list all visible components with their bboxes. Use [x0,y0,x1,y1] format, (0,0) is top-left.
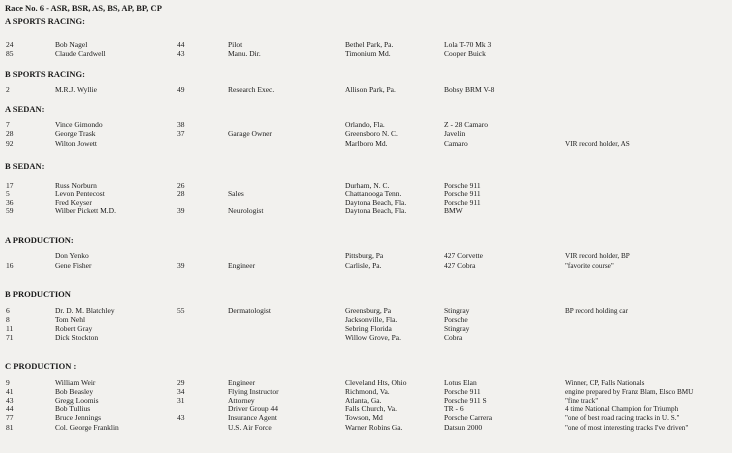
car-number: 24 [6,40,14,49]
remarks: "one of most interesting tracks I've driven" [565,424,689,432]
occupation: Flying Instructor [228,387,279,396]
car-model: Porsche 911 S [444,396,487,405]
driver-name: Wilton Jowett [55,139,97,148]
driver-name: Gene Fisher [55,261,92,270]
car-model: Z - 28 Camaro [444,120,488,129]
driver-age: 43 [177,49,185,58]
occupation: U.S. Air Force [228,423,272,432]
car-number: 2 [6,85,10,94]
car-model: Stingray [444,306,470,315]
hometown: Warner Robins Ga. [345,423,403,432]
hometown: Allison Park, Pa. [345,85,396,94]
car-model: Lotus Elan [444,378,477,387]
occupation: Manu. Dir. [228,49,261,58]
class-heading: A PRODUCTION: [5,235,74,245]
driver-name: Dick Stockton [55,333,99,342]
class-heading: B PRODUCTION [5,289,71,299]
driver-name: Don Yenko [55,251,89,260]
remarks: BP record holding car [565,307,629,315]
hometown: Atlanta, Ga. [345,396,382,405]
remarks: 4 time National Champion for Triumph [565,405,679,413]
driver-age: 43 [177,413,185,422]
remarks: Winner, CP, Falls Nationals [565,379,645,387]
remarks: "favorite course" [565,262,614,270]
car-number: 6 [6,306,10,315]
driver-age: 37 [177,129,185,138]
hometown: Willow Grove, Pa. [345,333,401,342]
driver-name: Robert Gray [55,324,93,333]
occupation: Research Exec. [228,85,275,94]
car-number: 36 [6,198,14,207]
hometown: Greensboro N. C. [345,129,398,138]
car-number: 81 [6,423,14,432]
driver-name: Col. George Franklin [55,423,119,432]
occupation: Engineer [228,261,256,270]
car-model: Javelin [444,129,466,138]
car-number: 41 [6,387,14,396]
driver-age: 26 [177,181,185,190]
occupation: Dermatologist [228,306,271,315]
car-number: 11 [6,324,14,333]
car-model: BMW [444,206,463,215]
class-heading: C PRODUCTION : [5,361,77,371]
car-number: 7 [6,120,10,129]
driver-name: Bob Tullius [55,404,91,413]
car-model: Lola T-70 Mk 3 [444,40,492,49]
driver-age: 49 [177,85,185,94]
car-number: 85 [6,49,14,58]
occupation: Garage Owner [228,129,272,138]
occupation: Driver Group 44 [228,404,278,413]
car-model: Porsche 911 [444,198,481,207]
class-heading: A SEDAN: [5,104,45,114]
hometown: Marlboro Md. [345,139,388,148]
hometown: Cleveland Hts, Ohio [345,378,407,387]
remarks: engine prepared by Franz Blam, Elsco BMU [565,388,694,396]
occupation: Neurologist [228,206,264,215]
car-model: Porsche 911 [444,189,481,198]
car-model: Datsun 2000 [444,423,483,432]
car-number: 77 [6,413,14,422]
occupation: Pilot [228,40,243,49]
car-number: 9 [6,378,10,387]
hometown: Towson, Md [345,413,383,422]
car-model: 427 Corvette [444,251,483,260]
driver-age: 38 [177,120,185,129]
driver-name: Russ Norburn [55,181,97,190]
car-number: 59 [6,206,14,215]
car-number: 44 [6,404,14,413]
car-model: 427 Cobra [444,261,476,270]
hometown: Pittsburg, Pa [345,251,384,260]
car-model: Porsche [444,315,468,324]
driver-name: Levon Pentecost [55,189,105,198]
driver-age: 29 [177,378,185,387]
car-number: 16 [6,261,14,270]
occupation: Attorney [228,396,255,405]
occupation: Engineer [228,378,256,387]
driver-name: Bob Nagel [55,40,88,49]
driver-age: 55 [177,306,185,315]
occupation: Insurance Agent [228,413,277,422]
car-number: 17 [6,181,14,190]
hometown: Jacksonville, Fla. [345,315,398,324]
hometown: Sebring Florida [345,324,392,333]
car-number: 43 [6,396,14,405]
driver-name: Claude Cardwell [55,49,106,58]
car-model: Camaro [444,139,468,148]
driver-name: Fred Keyser [55,198,92,207]
driver-name: William Weir [55,378,96,387]
driver-age: 39 [177,261,185,270]
race-title: Race No. 6 - ASR, BSR, AS, BS, AP, BP, CP [5,3,162,13]
hometown: Falls Church, Va. [345,404,397,413]
car-number: 71 [6,333,14,342]
occupation: Sales [228,189,244,198]
car-number: 28 [6,129,14,138]
class-heading: B SEDAN: [5,161,45,171]
hometown: Carlisle, Pa. [345,261,382,270]
driver-name: M.R.J. Wyllie [55,85,97,94]
class-heading: B SPORTS RACING: [5,69,85,79]
car-model: Cobra [444,333,463,342]
driver-age: 44 [177,40,185,49]
remarks: VIR record holder, BP [565,252,630,260]
car-model: Bobsy BRM V-8 [444,85,495,94]
driver-name: Dr. D. M. Blatchley [55,306,115,315]
hometown: Greensburg, Pa [345,306,392,315]
driver-age: 34 [177,387,185,396]
car-model: Cooper Buick [444,49,486,58]
remarks: "fine track" [565,397,599,405]
hometown: Daytona Beach, Fla. [345,198,407,207]
car-model: Porsche Carrera [444,413,493,422]
car-number: 8 [6,315,10,324]
remarks: "one of best road racing tracks in U. S." [565,414,680,422]
car-number: 5 [6,189,10,198]
driver-name: Bob Beasley [55,387,94,396]
driver-name: Gregg Loomis [55,396,99,405]
remarks: VIR record holder, AS [565,140,630,148]
hometown: Orlando, Fla. [345,120,385,129]
car-model: TR - 6 [444,404,464,413]
hometown: Chattanooga Tenn. [345,189,402,198]
driver-age: 31 [177,396,185,405]
car-model: Porsche 911 [444,387,481,396]
hometown: Bethel Park, Pa. [345,40,394,49]
driver-name: George Trask [55,129,96,138]
driver-name: Tom Nehl [55,315,86,324]
hometown: Daytona Beach, Fla. [345,206,407,215]
hometown: Timonium Md. [345,49,391,58]
car-model: Porsche 911 [444,181,481,190]
hometown: Richmond, Va. [345,387,390,396]
driver-name: Bruce Jennings [55,413,102,422]
hometown: Durham, N. C. [345,181,390,190]
driver-age: 28 [177,189,185,198]
car-model: Stingray [444,324,470,333]
car-number: 92 [6,139,14,148]
driver-name: Vince Gimondo [55,120,103,129]
class-heading: A SPORTS RACING: [5,16,85,26]
driver-age: 39 [177,206,185,215]
driver-name: Wilber Pickett M.D. [55,206,116,215]
